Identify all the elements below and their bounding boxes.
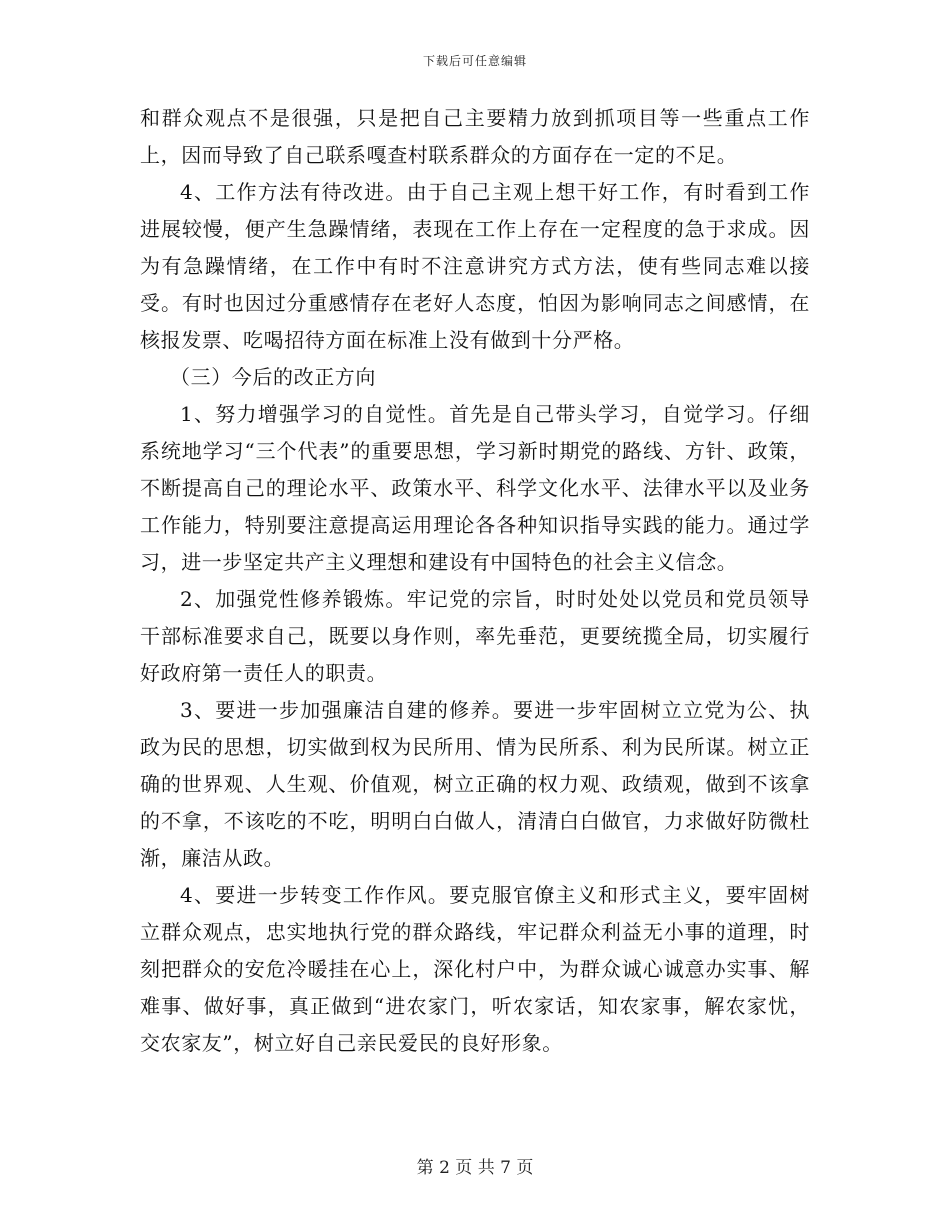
paragraph-5: 3、要进一步加强廉洁自建的修养。要进一步牢固树立立党为公、执政为民的思想，切实做到权为民所用、情为民所系、利为民所谋。树立正确的世界观、人生观、价值观，树立正确的权力观、政绩观，做到不该拿的不拿，不该吃的不吃，明明白白做人，清清白白做官，力求做好防微杜渐，廉洁从政。 [140,698,810,870]
paragraph-6: 4、要进一步转变工作作风。要克服官僚主义和形式主义，要牢固树立群众观点，忠实地执行党的群众路线，牢记群众利益无小事的道理，时刻把群众的安危冷暖挂在心上，深化村户中，为群众诚心诚意办实事、解难事、做好事，真正做到“进农家门，听农家话，知农家事，解农家忧，交农家友”，树立好自己亲民爱民的良好形象。 [140,883,810,1055]
section-heading: （三）今后的改正方向 [170,365,376,389]
paragraph-1: 和群众观点不是很强，只是把自己主要精力放到抓项目等一些重点工作上，因而导致了自己联系嘎查村联系群众的方面存在一定的不足。 [140,106,810,167]
document-body [140,100,810,1062]
page-header: 下载后可任意编辑 [422,54,527,68]
page-number: 第 2 页 共 7 页 [416,1158,534,1178]
paragraph-3: 1、努力增强学习的自觉性。首先是自己带头学习，自觉学习。仔细系统地学习“三个代表”的重要思想，学习新时期党的路线、方针、政策，不断提高自己的理论水平、政策水平、科学文化水平、法律水平以及业务工作能力，特别要注意提高运用理论各各种知识指导实践的能力。通过学习，进一步坚定共产主义理想和建设有中国特色的社会主义信念。 [140,402,810,574]
paragraph-4: 2、加强党性修养锻炼。牢记党的宗旨，时时处处以党员和党员领导干部标准要求自己，既要以身作则，率先垂范，更要统揽全局，切实履行好政府第一责任人的职责。 [140,587,810,685]
paragraph-2: 4、工作方法有待改进。由于自己主观上想干好工作，有时看到工作进展较慢，便产生急躁情绪，表现在工作上存在一定程度的急于求成。因为有急躁情绪，在工作中有时不注意讲究方式方法，使有些同志难以接受。有时也因过分重感情存在老好人态度，怕因为影响同志之间感情，在核报发票、吃喝招待方面在标准上没有做到十分严格。 [140,180,810,352]
